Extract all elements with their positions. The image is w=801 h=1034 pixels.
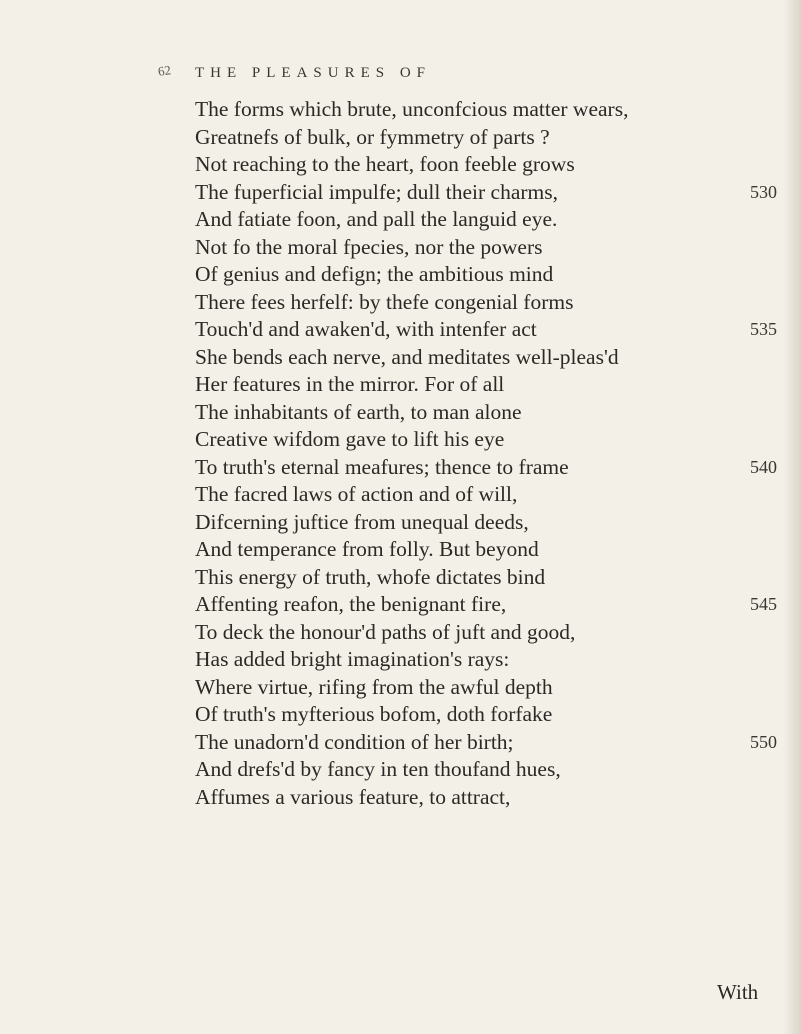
poem-line: Affumes a various feature, to attract,	[195, 784, 511, 809]
poem-line-text: Affenting reafon, the benignant fire,	[195, 592, 507, 616]
poem-line	[195, 729, 777, 757]
poem-line-text: The fuperficial impulfe; dull their charms,	[195, 179, 558, 204]
poem-line: Her features in the mirror. For of all	[195, 372, 505, 396]
poem-line: Has added bright imagination's rays:	[195, 647, 510, 671]
page-number: 62	[156, 62, 172, 79]
line-number-545: 545	[750, 594, 777, 614]
poem-line: Where virtue, rifing from the awful depth	[195, 674, 553, 699]
poem-text	[195, 96, 777, 811]
poem-line: And drefs'd by fancy in ten thoufand hues,	[195, 757, 561, 781]
poem-line: Not fo the moral fpecies, nor the powers	[195, 234, 543, 259]
poem-line: Greatnefs of bulk, or fymmetry of parts ?	[195, 124, 550, 149]
line-number-530: 530	[750, 181, 777, 202]
poem-line: The inhabitants of earth, to man alone	[195, 399, 522, 424]
page-edge-shadow	[783, 0, 801, 1034]
poem-line-text: To truth's eternal meafures; thence to frame	[195, 454, 569, 479]
poem-line: This energy of truth, whofe dictates bind	[195, 564, 546, 589]
running-title: THE PLEASURES OF	[195, 65, 432, 81]
poem-line	[195, 179, 777, 207]
poem-line: The forms which brute, unconfcious matter wears,	[195, 97, 629, 121]
poem-line: The facred laws of action and of will,	[195, 482, 518, 506]
poem-line	[195, 591, 777, 619]
poem-line-text: The unadorn'd condition of her birth;	[195, 729, 514, 754]
poem-line: And fatiate foon, and pall the languid eye.	[195, 207, 558, 231]
poem-line: Of genius and defign; the ambitious mind	[195, 262, 554, 286]
poem-line: To deck the honour'd paths of juft and good,	[195, 619, 576, 644]
poem-line: Difcerning juftice from unequal deeds,	[195, 509, 529, 534]
poem-line: Not reaching to the heart, foon feeble grows	[195, 152, 575, 176]
poem-line: Of truth's myfterious bofom, doth forfake	[195, 702, 553, 726]
poem-line: And temperance from folly. But beyond	[195, 537, 539, 561]
poem-line: Creative wifdom gave to lift his eye	[195, 427, 505, 451]
poem-line-text: Touch'd and awaken'd, with intenfer act	[195, 317, 537, 341]
poem-line: She bends each nerve, and meditates well-pleas'd	[195, 344, 619, 369]
line-number-550: 550	[750, 731, 777, 752]
poem-line	[195, 454, 777, 482]
line-number-540: 540	[750, 456, 777, 477]
line-number-535: 535	[750, 319, 777, 339]
poem-line	[195, 316, 777, 344]
poem-line: There fees herfelf: by thefe congenial forms	[195, 289, 574, 314]
catchword: With	[717, 980, 759, 1004]
